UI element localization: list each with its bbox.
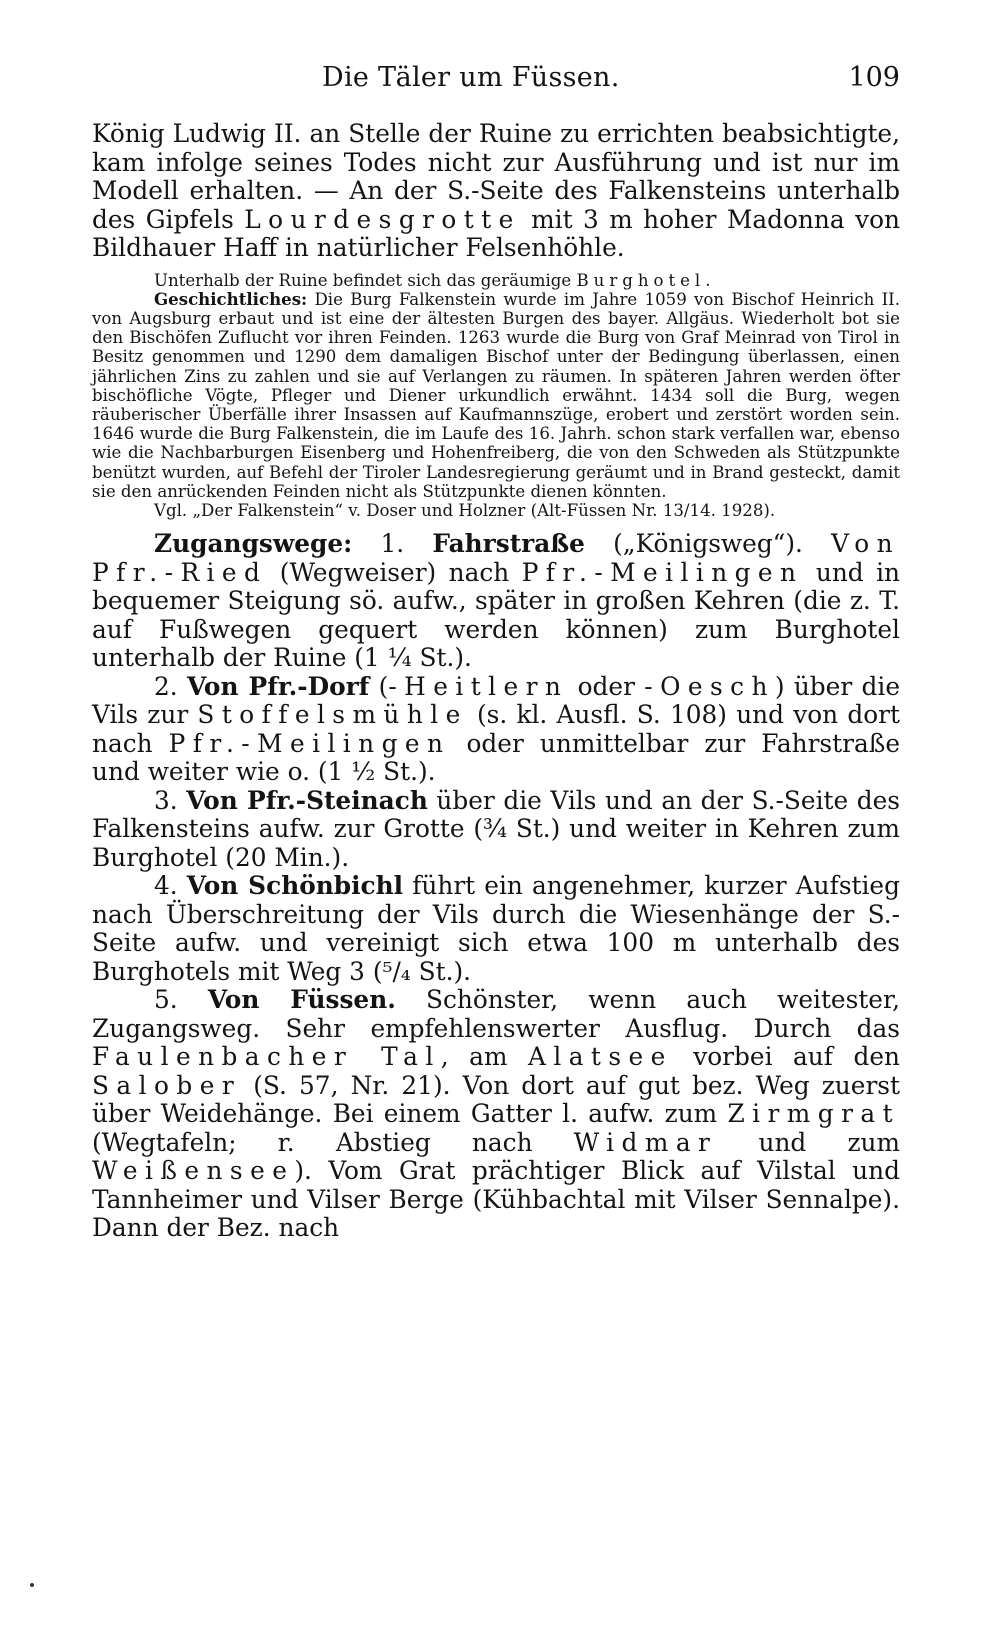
text-run: 5. [154, 985, 208, 1015]
place-zirmgrat: Zirmgrat [727, 1099, 900, 1129]
text-run: (Wegtafeln; r. Abstieg nach [92, 1127, 574, 1157]
text-run: mit 3 m hoher Madonna von Bildhauer Haff in natürlicher Felsenhöhle. [92, 204, 900, 262]
text-run: Die Burg Falkenstein wurde im Jahre 1059 von Bischof Heinrich II. von Augsburg erbaut und ist eine der ältesten Burgen des bayer. Allgäus. Wiederholt bot sie den Bischöfen Zuflucht vor ihren Feinden. 1263 wurde die Burg von Graf Meinrad von Tirol in Besitz genommen und 1290 dem damaligen Bischof unter der Bedingung überlassen, einen jährlichen Zins zu zahlen und sie auf Verlangen zu räumen. In späteren Jahren werden öfter bischöfliche Vögte, Pfleger und Diener urkundlich erwähnt. 1434 soll die Burg, wegen räuberischer Überfälle ihrer Insassen auf Kaufmannszüge, erobert und zerstört worden sein. 1646 wurde die Burg Falkenstein, die im Laufe des 16. Jahrh. schon stark verfallen war, ebenso wie die Nachbarburgen Eisenberg und Hohenfreiberg, die von den Schweden als Stützpunkte benützt wurden, auf Befehl der Tiroler Landesregierung geräumt und in Brand gesteckt, damit sie den anrückenden Feinden nicht als Stützpunkte dienen könnten. [92, 289, 900, 501]
history-heading: Geschichtliches: [154, 288, 308, 309]
route-name: Von Schönbichl [186, 871, 404, 901]
paragraph-route-3 [92, 787, 900, 873]
text-run: oder [568, 671, 645, 701]
place-faulenbacher-tal: Faulenbacher Tal [92, 1042, 441, 1072]
place-meilingen: Pfr.-Meilingen [521, 557, 804, 587]
text-run: oder unmittelbar zur Fahrstraße und weiter wie o. (1 ½ St.). [92, 728, 900, 787]
running-title: Die Täler um Füssen. [322, 62, 620, 93]
text-run: ). Vom Grat prächtiger Blick auf Vilstal und Tannheimer und Vilser Berge (Kühbachtal mit Vilser Sennalpe). Dann der Bez. nach [92, 1156, 900, 1243]
text-run: König Ludwig II. an Stelle der Ruine zu errichten beabsichtigte, kam infolge seines Todes nicht zur Ausführung und ist nur im Modell erhalten. — An der S.-Seite des Falkensteins unterhalb des Gipfels [92, 119, 900, 234]
text-run: (S. 57, Nr. 21). Von dort auf gut bez. Weg zuerst über Weidehänge. Bei einem Gatter l. aufw. zum [92, 1070, 900, 1129]
paragraph-route-1 [92, 530, 900, 673]
text-run: , am [440, 1042, 528, 1072]
page-number: 109 [848, 62, 900, 93]
text-run: (s. kl. Ausfl. S. 108) und von dort nach [92, 700, 900, 758]
route-name: Von Pfr.-Steinach [186, 785, 428, 815]
text-run: ) über die Vils zur [92, 671, 900, 730]
text-run: („Königsweg“). [584, 529, 832, 559]
place-burghotel: Burghotel [576, 270, 706, 290]
text-run: führt ein angenehmer, kurzer Aufstieg nach Überschreitung der Vils durch die Wiesenhänge der S.-Seite aufw. und vereinigt sich etwa 100 m unterhalb des Burghotels mit Weg 3 (⁵/₄ St.). [92, 871, 900, 986]
text-run: Schönster, wenn auch weitester, Zugangsweg. Sehr empfehlenswerter Ausflug. Durch das [92, 985, 900, 1043]
place-salober: Salober [92, 1070, 242, 1100]
paragraph-route-2 [92, 673, 900, 787]
paragraph-ludwig-project [92, 120, 900, 263]
text-run: Vgl. „Der Falkenstein“ v. Doser und Holzner (Alt-Füssen Nr. 13/14. 1928). [154, 500, 776, 520]
text-run: vorbei auf den [672, 1042, 900, 1072]
paragraph-history [92, 290, 900, 501]
place-meilingen: Pfr.-Meilingen [168, 728, 451, 758]
paragraph-route-5 [92, 986, 900, 1243]
route-name: Fahrstraße [432, 529, 585, 559]
text-run: 3. [154, 785, 187, 815]
place-weissensee: Weißensee [92, 1156, 295, 1186]
scan-speck [30, 1583, 34, 1587]
text-run: (Wegweiser) nach [267, 557, 522, 587]
paragraph-reference [92, 501, 900, 520]
place-alatsee: Alatsee [527, 1042, 673, 1072]
access-heading: Zugangswege: [154, 529, 353, 559]
text-run: . [705, 270, 711, 290]
place-lourdesgrotte: Lourdesgrotte [244, 204, 521, 234]
paragraph-burghotel [92, 271, 900, 290]
place-oesch: -Oesch [644, 671, 775, 701]
text-run: ( [369, 671, 389, 701]
place-ried: Von Pfr.-Ried [92, 529, 900, 587]
place-stoffelsmuehle: Stoffelsmühle [197, 700, 468, 730]
text-run: und zum [717, 1127, 900, 1157]
place-heitlern: -Heitlern [388, 671, 569, 701]
paragraph-route-4 [92, 872, 900, 986]
text-run: 2. [154, 671, 187, 701]
running-header [92, 62, 900, 96]
route-name: Von Pfr.-Dorf [186, 671, 370, 701]
text-run: Unterhalb der Ruine befindet sich das geräumige [154, 270, 577, 290]
route-name: Von Füssen. [207, 985, 396, 1015]
place-widmar: Widmar [573, 1127, 718, 1157]
text-column [92, 120, 900, 1243]
text-run: 4. [154, 871, 187, 901]
text-run: über die Vils und an der S.-Seite des Falkensteins aufw. zur Grotte (¾ St.) und weiter in Kehren zum Burghotel (20 Min.). [92, 785, 900, 872]
text-run: 1. [352, 529, 433, 559]
text-run: und in bequemer Steigung sö. aufw., später in großen Kehren (die z. T. auf Fußwegen gequert werden können) zum Burghotel unterhalb der Ruine (1 ¼ St.). [92, 557, 900, 673]
